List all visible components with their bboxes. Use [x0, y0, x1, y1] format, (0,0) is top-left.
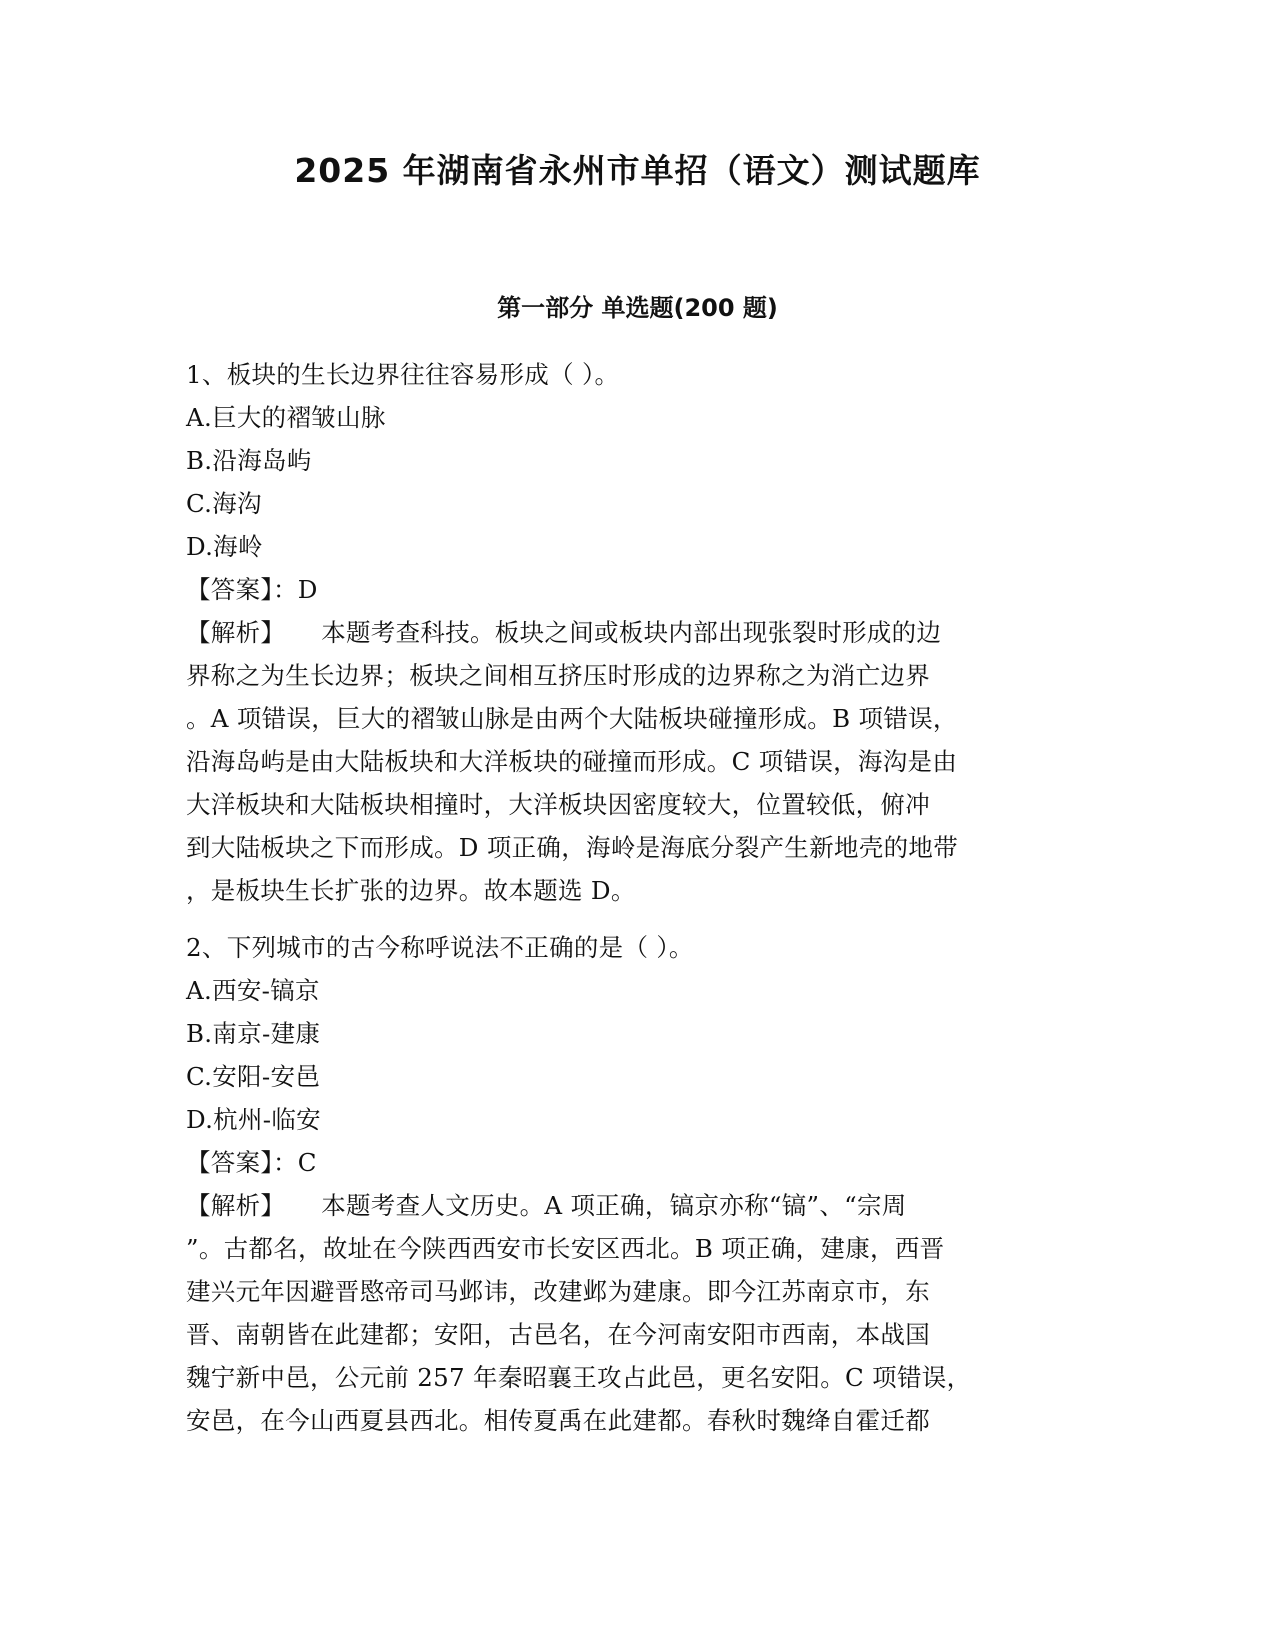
- option-b: B.沿海岛屿: [186, 446, 312, 475]
- analysis-text: 本题考查科技。板块之间或板块内部出现张裂时形成的边: [321, 618, 942, 647]
- analysis-text: 沿海岛屿是由大陆板块和大洋板块的碰撞而形成。C 项错误，海沟是由: [186, 747, 958, 776]
- analysis-label: 【解析】: [186, 618, 286, 647]
- option-a: A.巨大的褶皱山脉: [186, 403, 386, 432]
- question-item: [186, 926, 1091, 1442]
- analysis-text: ，是板块生长扩张的边界。故本题选 D。: [186, 876, 636, 905]
- section-heading: 第一部分 单选题(200 题): [497, 294, 778, 322]
- answer-line: [186, 1141, 1091, 1184]
- analysis-line: [186, 611, 1091, 654]
- analysis-text: 界称之为生长边界；板块之间相互挤压时形成的边界称之为消亡边界: [186, 661, 930, 690]
- document-title: 2025 年湖南省永州市单招（语文）测试题库: [294, 151, 981, 190]
- analysis-text: 魏宁新中邑，公元前 257 年秦昭襄王攻占此邑，更名安阳。C 项错误，: [186, 1363, 972, 1392]
- option-d: D.杭州-临安: [186, 1105, 321, 1134]
- question-item: [186, 353, 1091, 912]
- analysis-text: 晋、南朝皆在此建都；安阳，古邑名，在今河南安阳市西南，本战国: [186, 1320, 930, 1349]
- question-stem: 1、板块的生长边界往往容易形成（ ）。: [186, 360, 620, 389]
- analysis-text: 到大陆板块之下而形成。D 项正确，海岭是海底分裂产生新地壳的地带: [186, 833, 959, 862]
- analysis-label: 【解析】: [186, 1191, 286, 1220]
- analysis-text: ”。古都名，故址在今陕西西安市长安区西北。B 项正确，建康，西晋: [186, 1234, 945, 1263]
- answer-value: D: [297, 575, 318, 604]
- option-b: B.南京-建康: [186, 1019, 321, 1048]
- analysis-line: [186, 1184, 1091, 1227]
- answer-label: 【答案】：: [186, 575, 298, 604]
- answer-value: C: [297, 1148, 317, 1177]
- option-c: C.海沟: [186, 489, 262, 518]
- analysis-text: 。A 项错误，巨大的褶皱山脉是由两个大陆板块碰撞形成。B 项错误，: [186, 704, 958, 733]
- analysis-text: 建兴元年因避晋愍帝司马邺讳，改建邺为建康。即今江苏南京市，东: [186, 1277, 930, 1306]
- option-a: A.西安-镐京: [186, 976, 320, 1005]
- option-d: D.海岭: [186, 532, 263, 561]
- analysis-text: 安邑，在今山西夏县西北。相传夏禹在此建都。春秋时魏绛自霍迁都: [186, 1406, 930, 1435]
- analysis-text: 本题考查人文历史。A 项正确，镐京亦称“镐”、“宗周: [321, 1191, 907, 1220]
- answer-label: 【答案】：: [186, 1148, 298, 1177]
- answer-line: [186, 568, 1091, 611]
- question-list: [186, 353, 1091, 1442]
- question-divider: [186, 912, 1091, 926]
- question-stem: 2、下列城市的古今称呼说法不正确的是（ ）。: [186, 933, 694, 962]
- analysis-text: 大洋板块和大陆板块相撞时，大洋板块因密度较大，位置较低，俯冲: [186, 790, 930, 819]
- option-c: C.安阳-安邑: [186, 1062, 321, 1091]
